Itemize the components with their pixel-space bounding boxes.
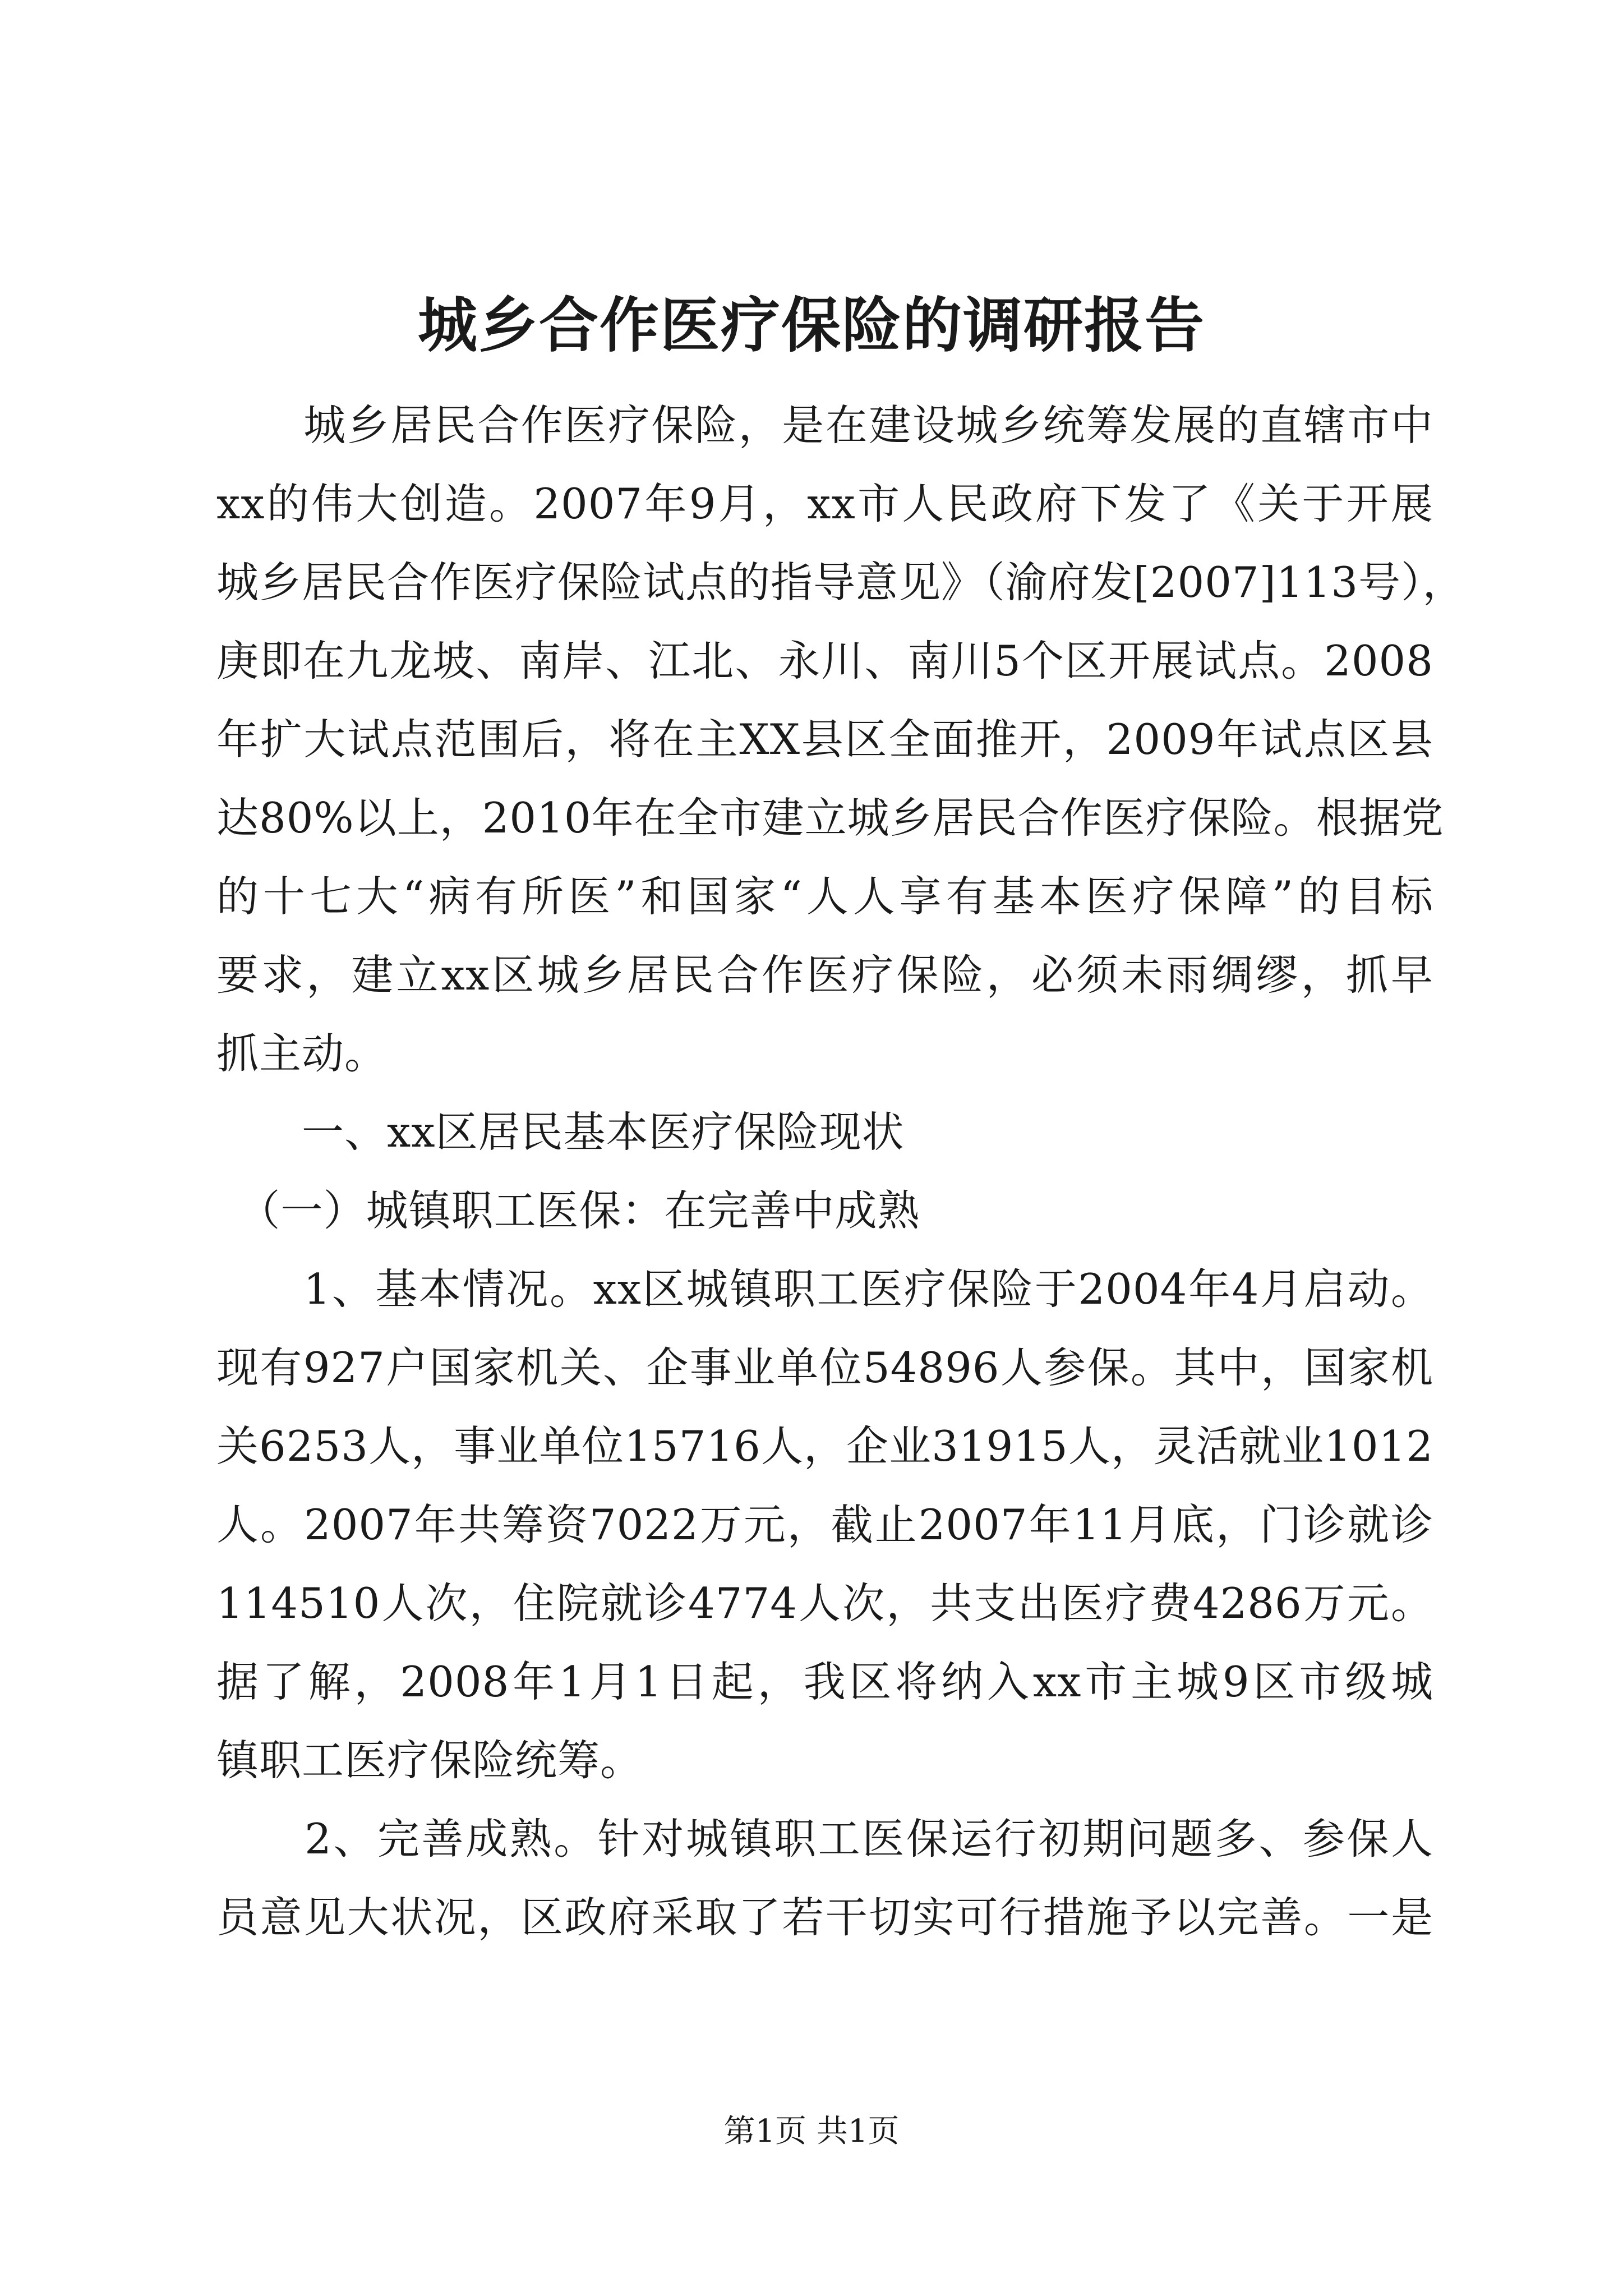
- document-title: 城乡合作医疗保险的调研报告: [418, 290, 1205, 360]
- body-line: 2、完善成熟。针对城镇职工医保运行初期问题多、参保人: [216, 1814, 1433, 1864]
- body-line: 年扩大试点范围后，将在主XX县区全面推开，2009年试点区县: [216, 715, 1433, 764]
- body-line: xx的伟大创造。2007年9月，xx市人民政府下发了《关于开展: [216, 479, 1433, 528]
- body-line: 要求，建立xx区城乡居民合作医疗保险，必须未雨绸缪，抓早: [216, 950, 1433, 1000]
- page-footer: 第1页 共1页: [723, 2113, 900, 2150]
- section-heading: 一、xx区居民基本医疗保险现状: [216, 1107, 905, 1157]
- body-line: 员意见大状况，区政府采取了若干切实可行措施予以完善。一是: [216, 1893, 1433, 1942]
- body-line: 114510人次，住院就诊4774人次，共支出医疗费4286万元。: [216, 1579, 1433, 1628]
- document-body: [216, 386, 1465, 1957]
- body-line: 城乡居民合作医疗保险试点的指导意见》（渝府发[2007]113号），: [216, 558, 1465, 607]
- body-line: 抓主动。: [216, 1029, 388, 1078]
- body-line: 现有927户国家机关、企事业单位54896人参保。其中，国家机: [216, 1343, 1433, 1392]
- body-line: 庚即在九龙坡、南岸、江北、永川、南川5个区开展试点。2008: [216, 636, 1433, 685]
- body-line: 的十七大“病有所医”和国家“人人享有基本医疗保障”的目标: [216, 872, 1433, 921]
- body-line: 1、基本情况。xx区城镇职工医疗保险于2004年4月启动。: [216, 1264, 1433, 1314]
- body-line: 城乡居民合作医疗保险，是在建设城乡统筹发展的直辖市中: [216, 401, 1433, 450]
- body-line: 镇职工医疗保险统筹。: [216, 1736, 643, 1785]
- body-line: 达80%以上，2010年在全市建立城乡居民合作医疗保险。根据党: [216, 793, 1444, 843]
- body-line: 人。2007年共筹资7022万元，截止2007年11月底，门诊就诊: [216, 1500, 1433, 1549]
- subsection-heading: （一）城镇职工医保：在完善中成熟: [216, 1186, 920, 1235]
- body-line: 关6253人，事业单位15716人，企业31915人，灵活就业1012: [216, 1421, 1433, 1471]
- body-line: 据了解，2008年1月1日起，我区将纳入xx市主城9区市级城: [216, 1657, 1433, 1706]
